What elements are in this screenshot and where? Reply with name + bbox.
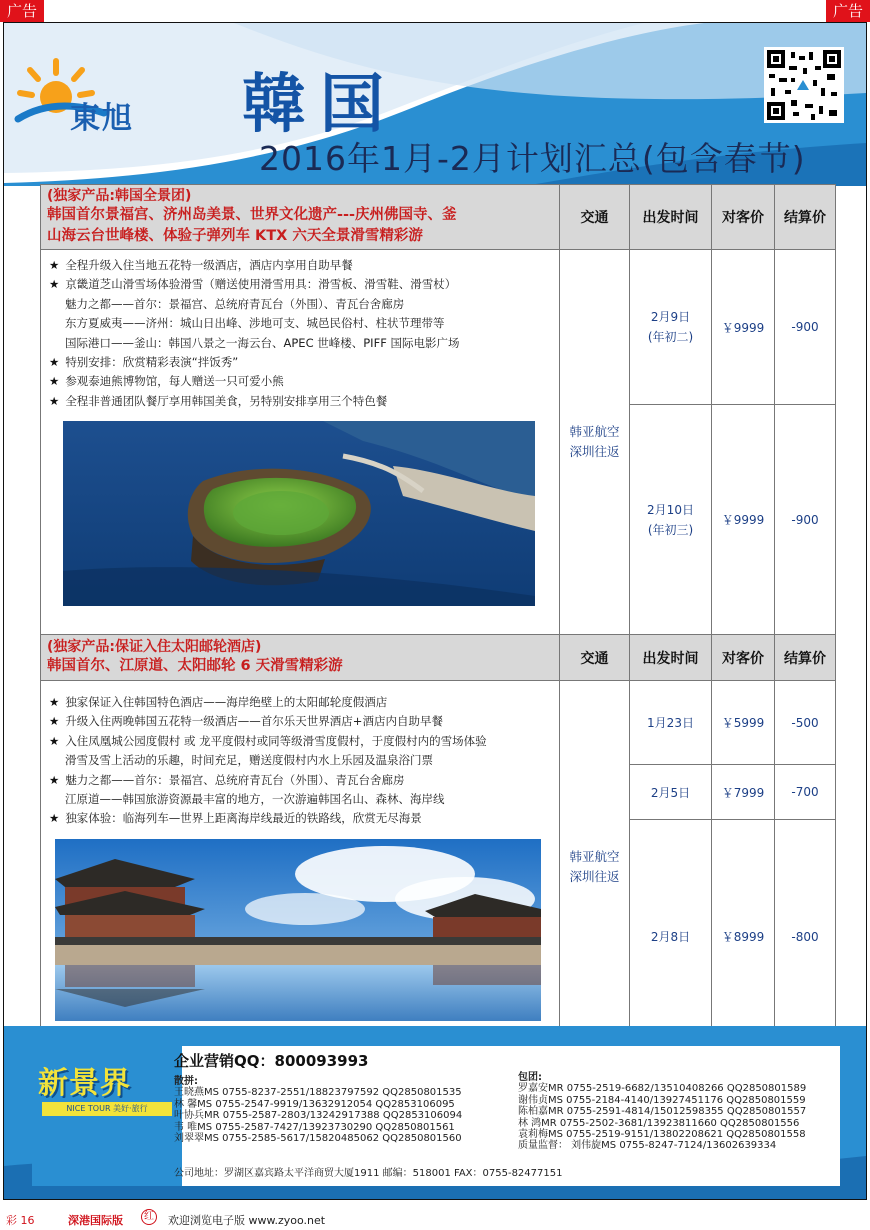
table-cell-settle: -500 [775,681,836,765]
contact-row: 袁莉梅MS 0755-2519-9151/13802208621 QQ2850801558 [518,1129,806,1141]
scatter-contacts [174,1076,462,1144]
list-item: 国际港口——釜山：韩国八景之一海云台、APEC 世峰楼、PIFF 国际电影广场 [65,335,460,350]
page-subtitle: 2016年1月-2月计划汇总(包含春节) [259,139,806,178]
transport-route: 深圳往返 [569,444,620,459]
jeju-island-photo [63,421,535,606]
table-cell-date [630,405,712,635]
gyeongbokgung-palace-photo [55,839,541,1021]
list-item: ★ 独家体验：临海列车—世界上距离海岸线最近的铁路线，欣赏无尽海景 [49,811,422,826]
scatter-label: 散拼: [174,1076,198,1087]
list-item: ★ 升级入住两晚韩国五花特一级酒店——首尔乐天世界酒店+酒店内自助早餐 [49,714,443,729]
company-address: 公司地址：罗湖区嘉宾路太平洋商贸大厦1911 邮编：518001 FAX：0755-82477151 [174,1168,563,1179]
col-settle-price: 结算价 [775,635,836,681]
group-label: 包团: [518,1072,542,1083]
contact-row: 罗嘉安MR 0755-2519-6682/13510408266 QQ2850801589 [518,1083,807,1095]
group-contacts [518,1072,806,1152]
nice-tour-subtitle: NICE TOUR 美好·旅行 [42,1102,172,1116]
contact-row: 林 鸿MR 0755-2502-3681/13923811660 QQ2850801556 [518,1117,800,1129]
product-1-itinerary [41,250,560,635]
list-item: ★ 魅力之都——首尔：景福宫、总统府青瓦台（外围）、青瓦台舍廊房 [49,772,405,787]
transport-airline: 韩亚航空 [569,424,620,439]
page-title: 韓国 [242,67,398,142]
depart-date: 2月10日 [647,502,694,517]
edition-badge: 红 [141,1209,157,1225]
list-item: 东方夏威夷——济州：城山日出峰、涉地可支、城邑民俗村、柱状节理带等 [65,316,445,331]
brand-name: 東旭 [70,101,134,136]
product-1-tag: (独家产品:韩国全景团) [47,188,192,204]
table-cell-price: ￥5999 [712,681,775,765]
qq-marketing: 企业营销QQ：800093993 [174,1052,369,1070]
edition-name: 深港国际版 [68,1214,123,1227]
product-1-name-line1: 韩国首尔景福宫、济州岛美景、世界文化遗产---庆州佛国寺、釜 [47,207,457,223]
table-cell-settle: -900 [775,405,836,635]
table-cell-settle: -900 [775,250,836,405]
website-link[interactable]: 欢迎浏览电子版 www.zyoo.net [168,1214,326,1227]
depart-note: (年初二) [647,330,694,344]
contact-row: 叶协兵MR 0755-2587-2803/13242917388 QQ2853106094 [174,1110,463,1122]
contact-row: 陈柏嘉MR 0755-2591-4814/15012598355 QQ2850801557 [518,1106,807,1118]
list-item: 魅力之都——首尔：景福宫、总统府青瓦台（外围）、青瓦台舍廊房 [65,296,405,311]
product-2-table [40,634,836,1054]
nice-tour-logo: 新景界 [38,1066,131,1101]
list-item: ★ 参观泰迪熊博物馆，每人赠送一只可爱小熊 [49,374,284,389]
list-item: 滑雪及雪上活动的乐趣，时间充足，赠送度假村内水上乐园及温泉浴门票 [65,753,433,768]
qr-code-icon [764,47,844,123]
contact-row: 谢伟贞MS 0755-2184-4140/13927451176 QQ2850801559 [518,1094,806,1106]
table-cell-price: ￥9999 [712,250,775,405]
product-1-table [40,184,836,635]
contact-row: 王晓燕MS 0755-8237-2551/18823797592 QQ2850801535 [174,1087,462,1099]
table-cell-price: ￥8999 [712,820,775,1054]
table-cell-settle: -800 [775,820,836,1054]
transport-route: 深圳往返 [569,869,620,884]
page-number: 彩 16 [6,1214,35,1227]
table-cell-date [630,250,712,405]
table-cell-date: 2月8日 [630,820,712,1054]
list-item: ★ 全程非普通团队餐厅享用韩国美食，另特别安排享用三个特色餐 [49,393,388,408]
product-2-itinerary [41,681,560,1054]
depart-note: (年初三) [647,522,694,537]
table-cell-price: ￥9999 [712,405,775,635]
col-transport: 交通 [560,185,630,250]
col-transport: 交通 [560,635,630,681]
quality-supervisor: 质量监督： 刘伟旋MS 0755-8247-7124/13602639334 [518,1140,777,1152]
depart-date: 2月9日 [650,310,691,324]
header-banner [4,23,866,186]
list-item: ★ 入住凤凰城公园度假村 或 龙平度假村或同等级滑雪度假村，于度假村内的雪场体验 [49,733,487,748]
product-1-transport [560,250,630,635]
list-item: 江原道——韩国旅游资源最丰富的地方，一次游遍韩国名山、森林、海岸线 [65,792,445,807]
table-cell-date: 2月5日 [630,765,712,820]
advertisement-page [3,22,867,1200]
list-item: ★ 独家保证入住韩国特色酒店——海岸绝壁上的太阳邮轮度假酒店 [49,695,388,709]
product-2-tag: (独家产品:保证入住太阳邮轮酒店) [47,639,262,655]
product-2-transport [560,681,630,1054]
table-cell-settle: -700 [775,765,836,820]
table-cell-date: 1月23日 [630,681,712,765]
table-cell-price: ￥7999 [712,765,775,820]
contact-row: 林 馨MS 0755-2547-9919/13632912054 QQ2853106095 [174,1098,455,1110]
nice-tour-block [32,1046,182,1186]
list-item: ★ 京畿道芝山滑雪场体验滑雪（赠送使用滑雪用具：滑雪板、滑雪鞋、滑雪杖） [49,277,457,292]
col-settle-price: 结算价 [775,185,836,250]
contact-row: 韦 唯MS 0755-2587-7427/13923730290 QQ2850801561 [174,1121,455,1133]
contact-row: 刘翠翠MS 0755-2585-5617/15820485062 QQ2850801560 [174,1133,462,1145]
product-1-header [41,185,560,250]
list-item: ★ 全程升级入住当地五花特一级酒店，酒店内享用自助早餐 [49,258,353,272]
col-guest-price: 对客价 [712,635,775,681]
bottom-bar [0,1206,870,1230]
product-1-name-line2: 山海云台世峰楼、体验子弹列车 KTX 六天全景滑雪精彩游 [47,228,423,244]
ad-label-left: 广告 [0,0,44,22]
footer-panel [32,1046,840,1186]
col-depart: 出发时间 [630,635,712,681]
product-2-name: 韩国首尔、江原道、太阳邮轮 6 天滑雪精彩游 [47,658,343,674]
footer-contacts [4,1026,866,1199]
transport-airline: 韩亚航空 [569,849,620,864]
col-guest-price: 对客价 [712,185,775,250]
product-2-header [41,635,560,681]
list-item: ★ 特别安排：欣赏精彩表演“拌饭秀” [49,355,239,370]
col-depart: 出发时间 [630,185,712,250]
ad-label-right: 广告 [826,0,870,22]
